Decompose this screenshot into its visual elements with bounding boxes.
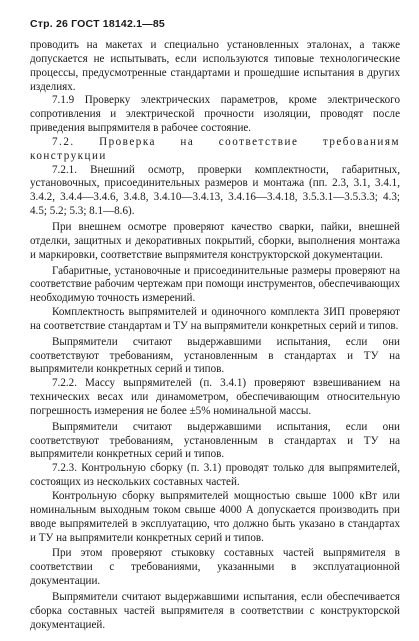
paragraph: Выпрямители считают выдержавшими испытания, если они соответствуют требованиям, установленным в стандартах и ТУ на выпрямители конкретных серий и типов.	[30, 335, 400, 376]
paragraph: Выпрямители считают выдержавшими испытания, если они соответствуют требованиям, установленным в стандартах и ТУ на выпрямители конкретных серий и типов.	[30, 420, 400, 461]
paragraph: Контрольную сборку выпрямителей мощностью свыше 1000 кВт или номинальным выходным током свыше 4000 А допускается производить при вводе выпрямителей в эксплуатацию, что должно быть указано в стандартах и ТУ на выпрямители конкретных серий и типов.	[30, 490, 400, 544]
page-header: Стр. 26 ГОСТ 18142.1—85	[30, 18, 165, 30]
paragraph: 7.2.2. Массу выпрямителей (п. 3.4.1) проверяют взвешиванием на технических весах или динамометром, обеспечивающим относительную погрешность измерения не более ±5% номинальной массы.	[30, 377, 400, 417]
section-heading: 7.2. Проверка на соответствие требованиям конструкции	[30, 135, 400, 162]
paragraph: 7.1.9 Проверку электрических параметров, кроме электрического сопротивления и электрической прочности изоляции, проводят после приведения выпрямителя в рабочее состояние.	[30, 94, 400, 135]
paragraph: При этом проверяют стыковку составных частей выпрямителя в соответствии с требованиями, указанными в эксплуатационной документации.	[30, 547, 400, 588]
paragraph: Комплектность выпрямителей и одиночного комплекта ЗИП проверяют на соответствие стандартам и ТУ на выпрямители конкретных серий и типов.	[30, 306, 400, 332]
paragraph: 7.2.1. Внешний осмотр, проверки комплектности, габаритных, установочных, присоединительных размеров и монтажа (пп. 2.3, 3.1, 3.4.1, 3.4.2, 3.4.4—3.4.6, 3.4.8, 3.4.10—3.4.13, 3.4.16—3.4.18, 3.5.3.1—3.5.3.3; 4.3; 4.5; 5.2; 5.3; 8.1—8.6).	[30, 163, 400, 218]
paragraph: Выпрямители считают выдержавшими испытания, если обеспечивается сборка составных частей выпрямителя в соответствии с конструкторской документацией.	[30, 590, 400, 631]
paragraph: 7.2.3. Контрольную сборку (п. 3.1) проводят только для выпрямителей, состоящих из нескольких составных частей.	[30, 462, 400, 489]
paragraph: Габаритные, установочные и присоединительные размеры проверяют на соответствие рабочим чертежам при помощи инструментов, обеспечивающих необходимую точность измерений.	[30, 264, 400, 305]
paragraph: проводить на макетах и специально установленных эталонах, а также допускается не испытывать, если используются типовые технологические процессы, предусмотренные стандартами и прошедшие испытания в других изделиях.	[30, 39, 400, 93]
document-body	[30, 39, 400, 632]
paragraph: При внешнем осмотре проверяют качество сварки, пайки, внешней отделки, защитных и декоративных покрытий, сборки, выполнения монтажа и маркировки, соответствие выпрямителя конструкторской документации.	[30, 220, 400, 261]
